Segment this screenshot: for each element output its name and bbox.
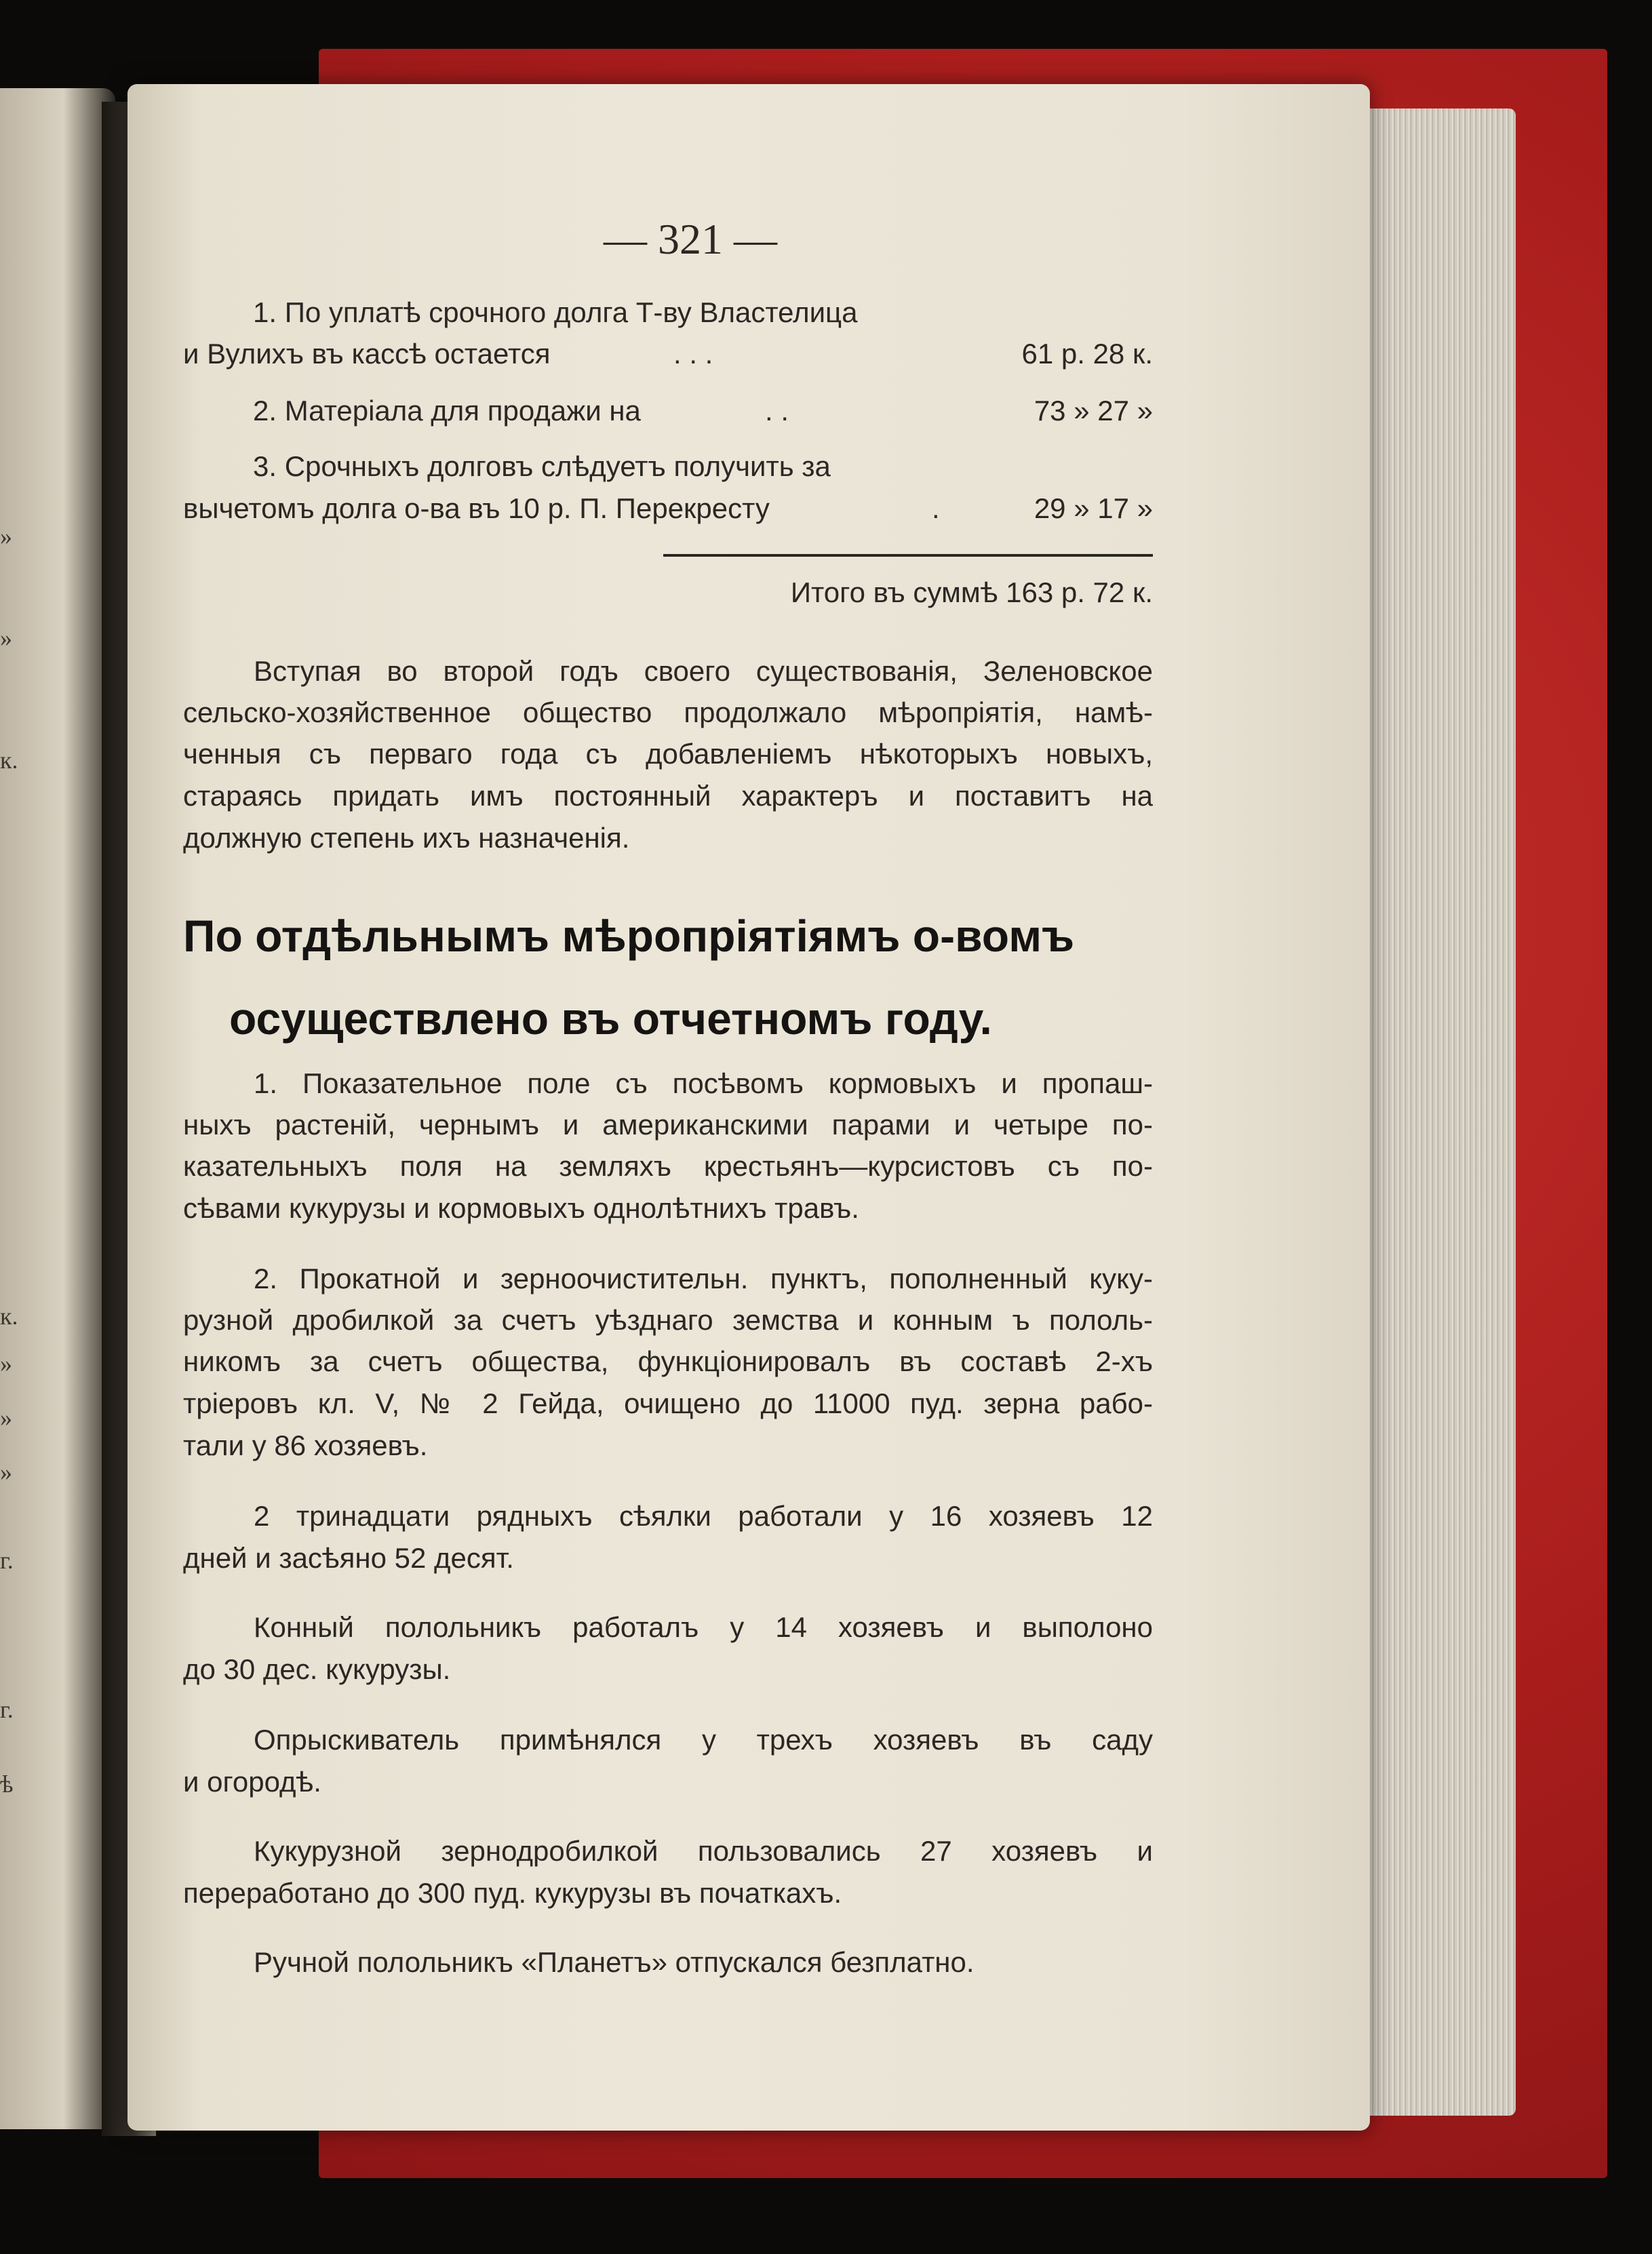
left-margin-mark: г. (0, 1547, 14, 1574)
paragraph-line: 1. Показательное поле съ посѣвомъ кормовыхъ и пропаш- (254, 1067, 1153, 1099)
account-item-2-dots: . . (765, 395, 789, 427)
account-item-1-line-1: 1. По уплатѣ срочного долга Т-ву Властелица (253, 296, 858, 328)
paragraph-line: и огородѣ. (183, 1766, 321, 1798)
paragraph-line: до 30 дес. кукурузы. (183, 1653, 451, 1685)
paragraph-line: Конный полольникъ работалъ у 14 хозяевъ и выполоно (254, 1611, 1153, 1643)
paragraph-line: казательныхъ поля на земляхъ крестьянъ—курсистовъ съ по- (183, 1150, 1153, 1182)
left-margin-mark: г. (0, 1696, 14, 1723)
account-item-3-line-2: вычетомъ долга о-ва въ 10 р. П. Перекресту (183, 492, 770, 524)
total-rule (663, 554, 1153, 557)
account-total: Итого въ суммѣ 163 р. 72 к. (790, 576, 1153, 608)
paragraph-line: ныхъ растеній, чернымъ и американскими парами и четыре по- (183, 1109, 1153, 1141)
paragraph-line: Опрыскиватель примѣнялся у трехъ хозяевъ въ саду (254, 1724, 1153, 1756)
left-margin-mark: » (0, 625, 12, 652)
intro-line: ченныя съ перваго года съ добавленіемъ нѣкоторыхъ новыхъ, (183, 738, 1153, 770)
paragraph-line: сѣвами кукурузы и кормовыхъ однолѣтнихъ травъ. (183, 1192, 859, 1224)
account-item-3-dots: . (932, 492, 940, 524)
intro-line: Вступая во второй годъ своего существованія, Зеленовское (254, 655, 1153, 687)
account-item-2-text: 2. Матеріала для продажи на (253, 395, 641, 427)
paragraph-line: тріеровъ кл. V, № 2 Гейда, очищено до 11000 пуд. зерна рабо- (183, 1387, 1153, 1419)
paragraph-line: 2. Прокатной и зерноочистительн. пунктъ, пополненный куку- (254, 1263, 1153, 1294)
left-margin-mark: к. (0, 747, 18, 774)
page-block-edges (1353, 108, 1516, 2116)
page-number: — 321 — (604, 215, 777, 263)
intro-line: сельско-хозяйственное общество продолжало мѣропріятія, намѣ- (183, 696, 1153, 728)
paragraph-line: 2 тринадцати рядныхъ сѣялки работали у 16 хозяевъ 12 (254, 1500, 1153, 1532)
section-heading-line-2: осуществлено въ отчетномъ году. (229, 993, 992, 1044)
paragraph-line: Ручной полольникъ «Планетъ» отпускался безплатно. (254, 1946, 975, 1978)
left-margin-mark: к. (0, 1303, 18, 1330)
intro-line: стараясь придать имъ постоянный характеръ и поставитъ на (183, 780, 1153, 812)
left-margin-mark: » (0, 1459, 12, 1486)
book-page (127, 84, 1370, 2131)
intro-line: должную степень ихъ назначенія. (183, 822, 630, 854)
section-heading-line-1: По отдѣльнымъ мѣропріятіямъ о-вомъ (183, 911, 1075, 961)
previous-page (0, 88, 115, 2129)
account-item-1-amount: 61 р. 28 к. (1021, 338, 1153, 370)
account-item-3-amount: 29 » 17 » (1034, 492, 1153, 524)
paragraph-line: дней и засѣяно 52 десят. (183, 1542, 514, 1574)
account-item-1-line-2: и Вулихъ въ кассѣ остается (183, 338, 551, 370)
paragraph-line: Кукурузной зернодробилкой пользовались 27 хозяевъ и (254, 1835, 1153, 1867)
left-margin-mark: » (0, 523, 12, 550)
paragraph-line: переработано до 300 пуд. кукурузы въ початкахъ. (183, 1877, 842, 1909)
account-item-2-amount: 73 » 27 » (1034, 395, 1153, 427)
left-margin-mark: ѣ (0, 1771, 14, 1798)
account-item-1-dots: . . . (673, 338, 713, 370)
paragraph-line: тали у 86 хозяевъ. (183, 1429, 428, 1461)
left-margin-mark: » (0, 1350, 12, 1377)
left-margin-mark: » (0, 1404, 12, 1431)
paragraph-line: рузной дробилкой за счетъ уѣзднаго земства и конным ъ пололь- (183, 1304, 1153, 1336)
paragraph-line: никомъ за счетъ общества, функціонировалъ въ составѣ 2-хъ (183, 1345, 1153, 1377)
account-item-3-line-1: 3. Срочныхъ долговъ слѣдуетъ получить за (253, 450, 831, 482)
